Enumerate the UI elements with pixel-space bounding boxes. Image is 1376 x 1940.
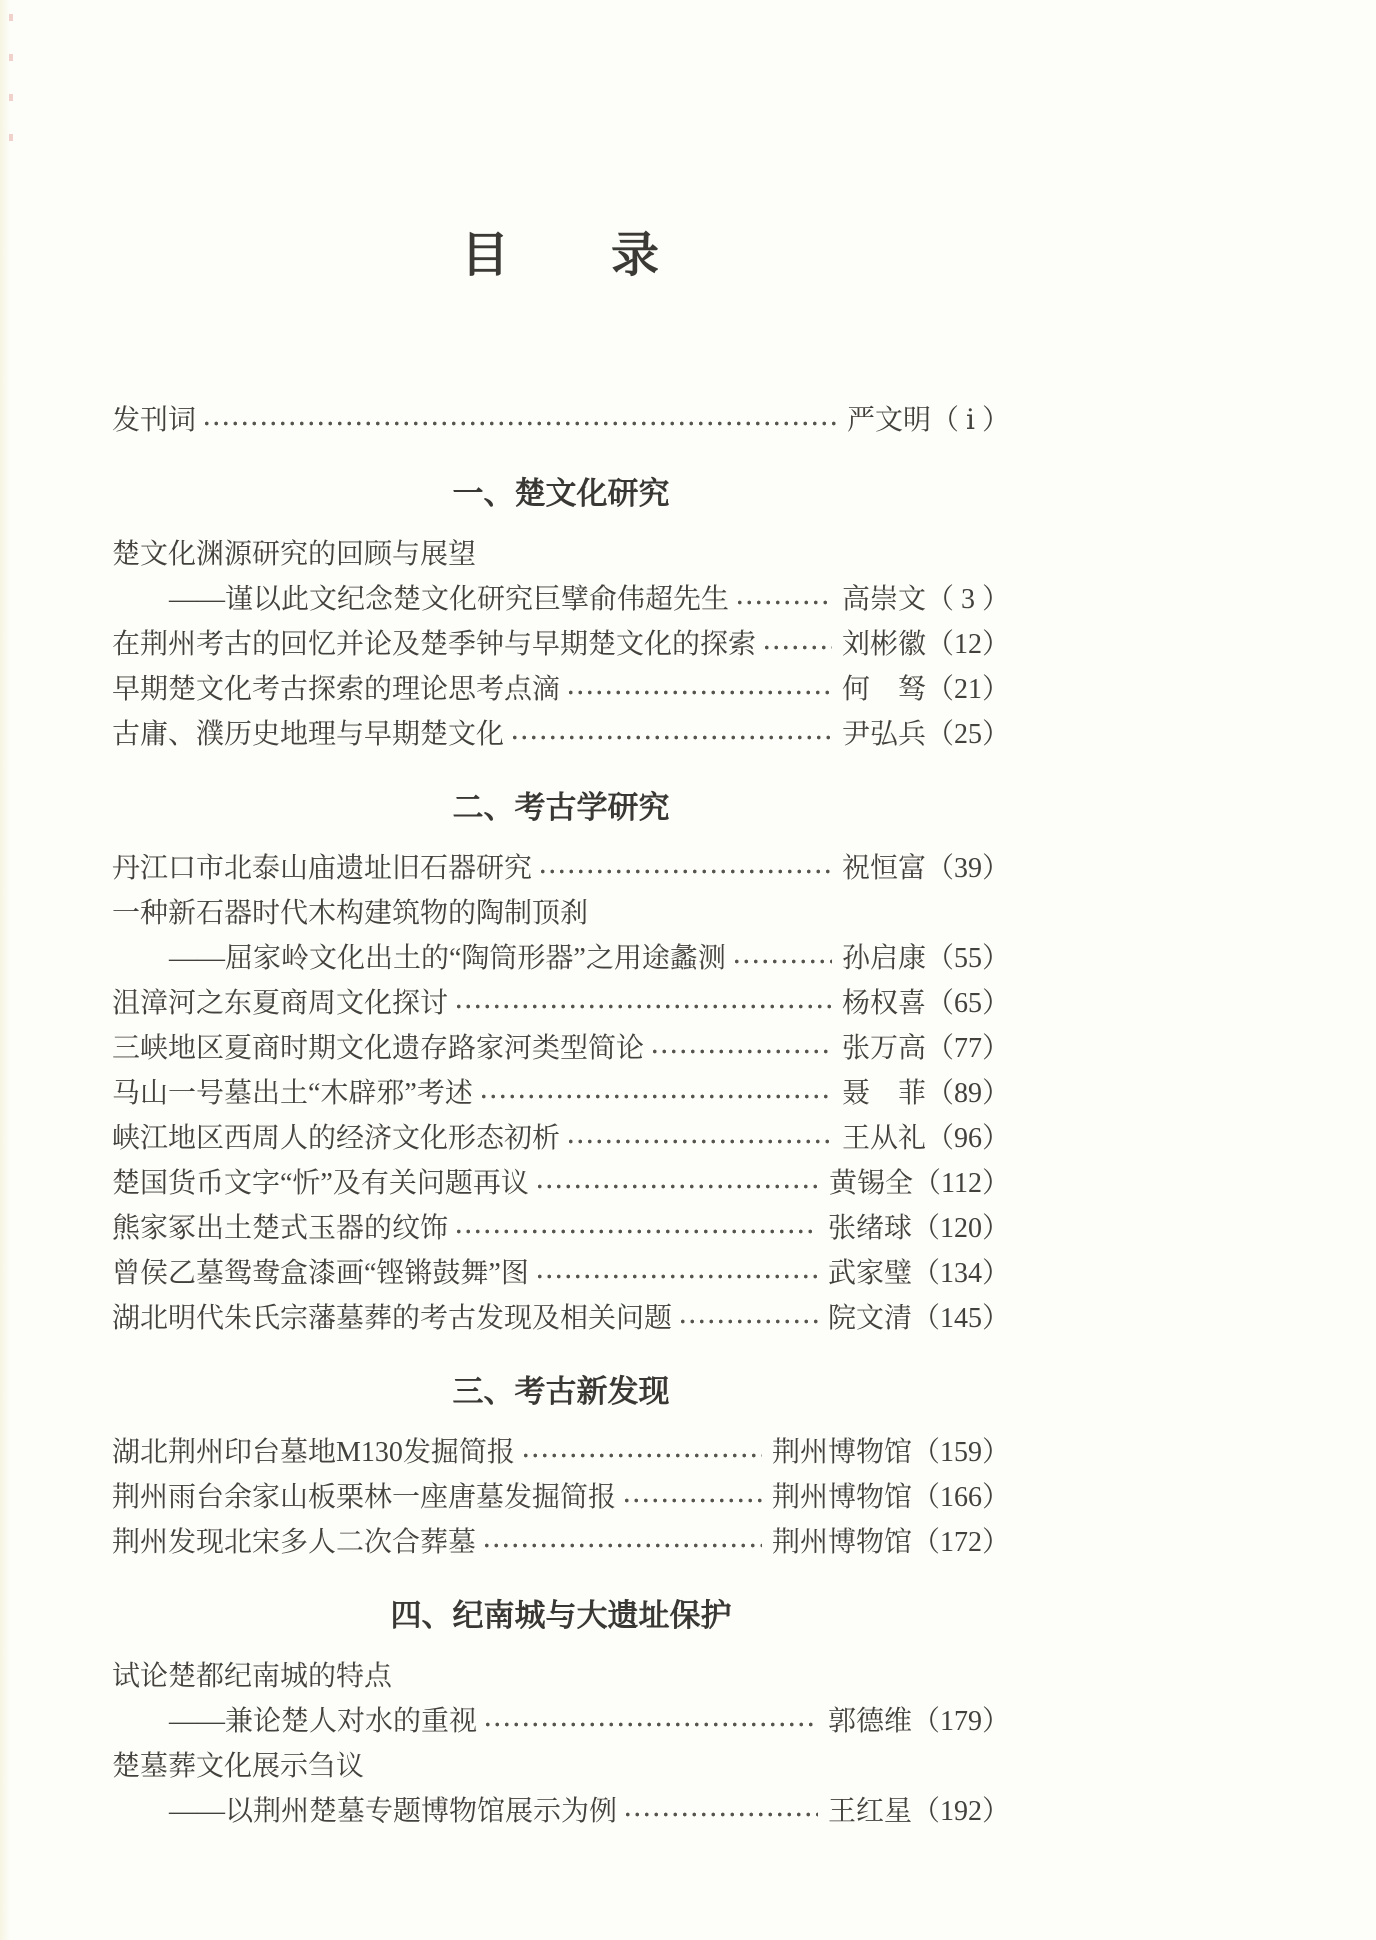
dotted-leader [623,1789,818,1834]
dotted-leader [566,1116,832,1161]
entry-author: 聂 菲 [841,1078,926,1109]
toc-entry [112,1475,1010,1520]
toc-entry [112,936,1010,981]
section-heading: 三、考古新发现 [452,1374,670,1409]
dotted-leader [479,1071,832,1116]
entry-page: （77） [925,1033,1010,1064]
entry-title: 荆州雨台余家山板栗林一座唐墓发掘简报 [112,1482,617,1513]
entry-author: 严文明 [847,405,932,436]
entry-author: 尹弘兵 [841,719,926,750]
toc-entry [112,1789,1010,1834]
entry-page: （145） [911,1303,1010,1334]
dotted-leader [535,1161,819,1206]
scan-page-edge [0,0,10,1940]
entry-author: 刘彬徽 [841,629,926,660]
entry-title: 湖北明代朱氏宗藩墓葬的考古发现及相关问题 [112,1303,673,1334]
entry-page: （39） [925,853,1010,884]
entry-title: 马山一号墓出土“木辟邪”考述 [112,1078,473,1109]
entry-title: 湖北荆州印台墓地M130发掘简报 [112,1437,515,1468]
entry-title-line: 楚墓葬文化展示刍议 [112,1751,365,1782]
entry-page: （159） [911,1437,1010,1468]
entry-title: 发刊词 [112,405,197,436]
toc-entry [112,1071,1010,1116]
entry-title-line: 试论楚都纪南城的特点 [112,1661,393,1692]
entry-title: 沮漳河之东夏商周文化探讨 [112,988,449,1019]
entry-author: 张绪球 [827,1213,912,1244]
entry-author: 张万高 [841,1033,926,1064]
toc-entry [112,846,1010,891]
entry-author: 郭德维 [827,1706,912,1737]
entry-page: （12） [925,629,1010,660]
entry-page: （179） [911,1706,1010,1737]
toc-entry [112,1206,1010,1251]
entry-title: 早期楚文化考古探索的理论思考点滴 [112,674,561,705]
entry-page: （25） [925,719,1010,750]
toc-entry [112,622,1010,667]
entry-subtitle: ——兼论楚人对水的重视 [169,1706,478,1737]
entry-author: 黄锡全 [829,1168,914,1199]
entry-author: 孙启康 [841,943,926,974]
entry-title-line: 楚文化渊源研究的回顾与展望 [112,539,477,570]
dotted-leader [535,1251,818,1296]
entry-author: 院文清 [827,1303,912,1334]
entry-author: 何 驽 [841,674,926,705]
entry-page: （120） [911,1213,1010,1244]
entry-page: （134） [911,1258,1010,1289]
entry-title: 荆州发现北宋多人二次合葬墓 [112,1527,477,1558]
entry-title: 古庸、濮历史地理与早期楚文化 [112,719,505,750]
entry-title: 楚国货币文字“忻”及有关问题再议 [112,1168,529,1199]
entry-page: （ ⅰ ） [931,405,1010,436]
toc-entry [112,981,1010,1026]
entry-author: 王从礼 [841,1123,926,1154]
entry-page: （112） [913,1168,1010,1199]
dotted-leader [762,622,832,667]
entry-title: 曾侯乙墓鸳鸯盒漆画“铿锵鼓舞”图 [112,1258,529,1289]
toc-entry [112,1251,1010,1296]
page-content [112,0,1010,1834]
entry-author: 王红星 [827,1796,912,1827]
toc-entry [112,1520,1010,1565]
dotted-leader [483,1699,818,1744]
entry-title: 丹江口市北泰山庙遗址旧石器研究 [112,853,533,884]
toc-entry [112,712,1010,757]
toc-entry [112,1161,1010,1206]
dotted-leader [454,981,832,1026]
entry-page: （96） [925,1123,1010,1154]
section-heading: 四、纪南城与大遗址保护 [390,1598,732,1633]
entry-page: （172） [911,1527,1010,1558]
toc-entry [112,577,1010,622]
entry-title: 三峡地区夏商时期文化遗存路家河类型简论 [112,1033,645,1064]
dotted-leader [678,1296,818,1341]
dotted-leader [538,846,832,891]
entry-subtitle: ——屈家岭文化出土的“陶筒形器”之用途蠡测 [169,943,726,974]
entry-author: 荆州博物馆 [771,1527,912,1558]
entry-page: （192） [911,1796,1010,1827]
toc-entry [112,398,1010,443]
section-heading: 二、考古学研究 [452,790,670,825]
scan-artifact-marks [9,14,13,164]
toc-entry [112,1699,1010,1744]
toc-list [112,398,1010,1834]
entry-author: 荆州博物馆 [771,1437,912,1468]
dotted-leader [735,577,832,622]
dotted-leader [650,1026,832,1071]
entry-page: （166） [911,1482,1010,1513]
dotted-leader [454,1206,818,1251]
entry-title-line: 一种新石器时代木构建筑物的陶制顶刹 [112,898,589,929]
dotted-leader [510,712,832,757]
entry-title: 熊家冢出土楚式玉器的纹饰 [112,1213,449,1244]
dotted-leader [202,398,837,443]
entry-author: 高崇文 [841,584,926,615]
entry-page: （ 3 ） [925,584,1010,615]
toc-entry [112,667,1010,712]
dotted-leader [482,1520,762,1565]
toc-entry [112,1430,1010,1475]
entry-page: （55） [925,943,1010,974]
dotted-leader [566,667,832,712]
page-title: 目 录 [460,229,661,282]
entry-page: （65） [925,988,1010,1019]
entry-author: 祝恒富 [841,853,926,884]
dotted-leader [521,1430,762,1475]
entry-author: 杨权喜 [841,988,926,1019]
toc-entry [112,1026,1010,1071]
entry-page: （89） [925,1078,1010,1109]
entry-subtitle: ——谨以此文纪念楚文化研究巨擘俞伟超先生 [169,584,730,615]
toc-entry [112,1296,1010,1341]
entry-title: 峡江地区西周人的经济文化形态初析 [112,1123,561,1154]
entry-subtitle: ——以荆州楚墓专题博物馆展示为例 [169,1796,618,1827]
toc-entry [112,1116,1010,1161]
entry-title: 在荆州考古的回忆并论及楚季钟与早期楚文化的探索 [112,629,757,660]
entry-author: 武家璧 [827,1258,912,1289]
section-heading: 一、楚文化研究 [452,476,670,511]
dotted-leader [732,936,832,981]
dotted-leader [622,1475,762,1520]
entry-page: （21） [925,674,1010,705]
entry-author: 荆州博物馆 [771,1482,912,1513]
